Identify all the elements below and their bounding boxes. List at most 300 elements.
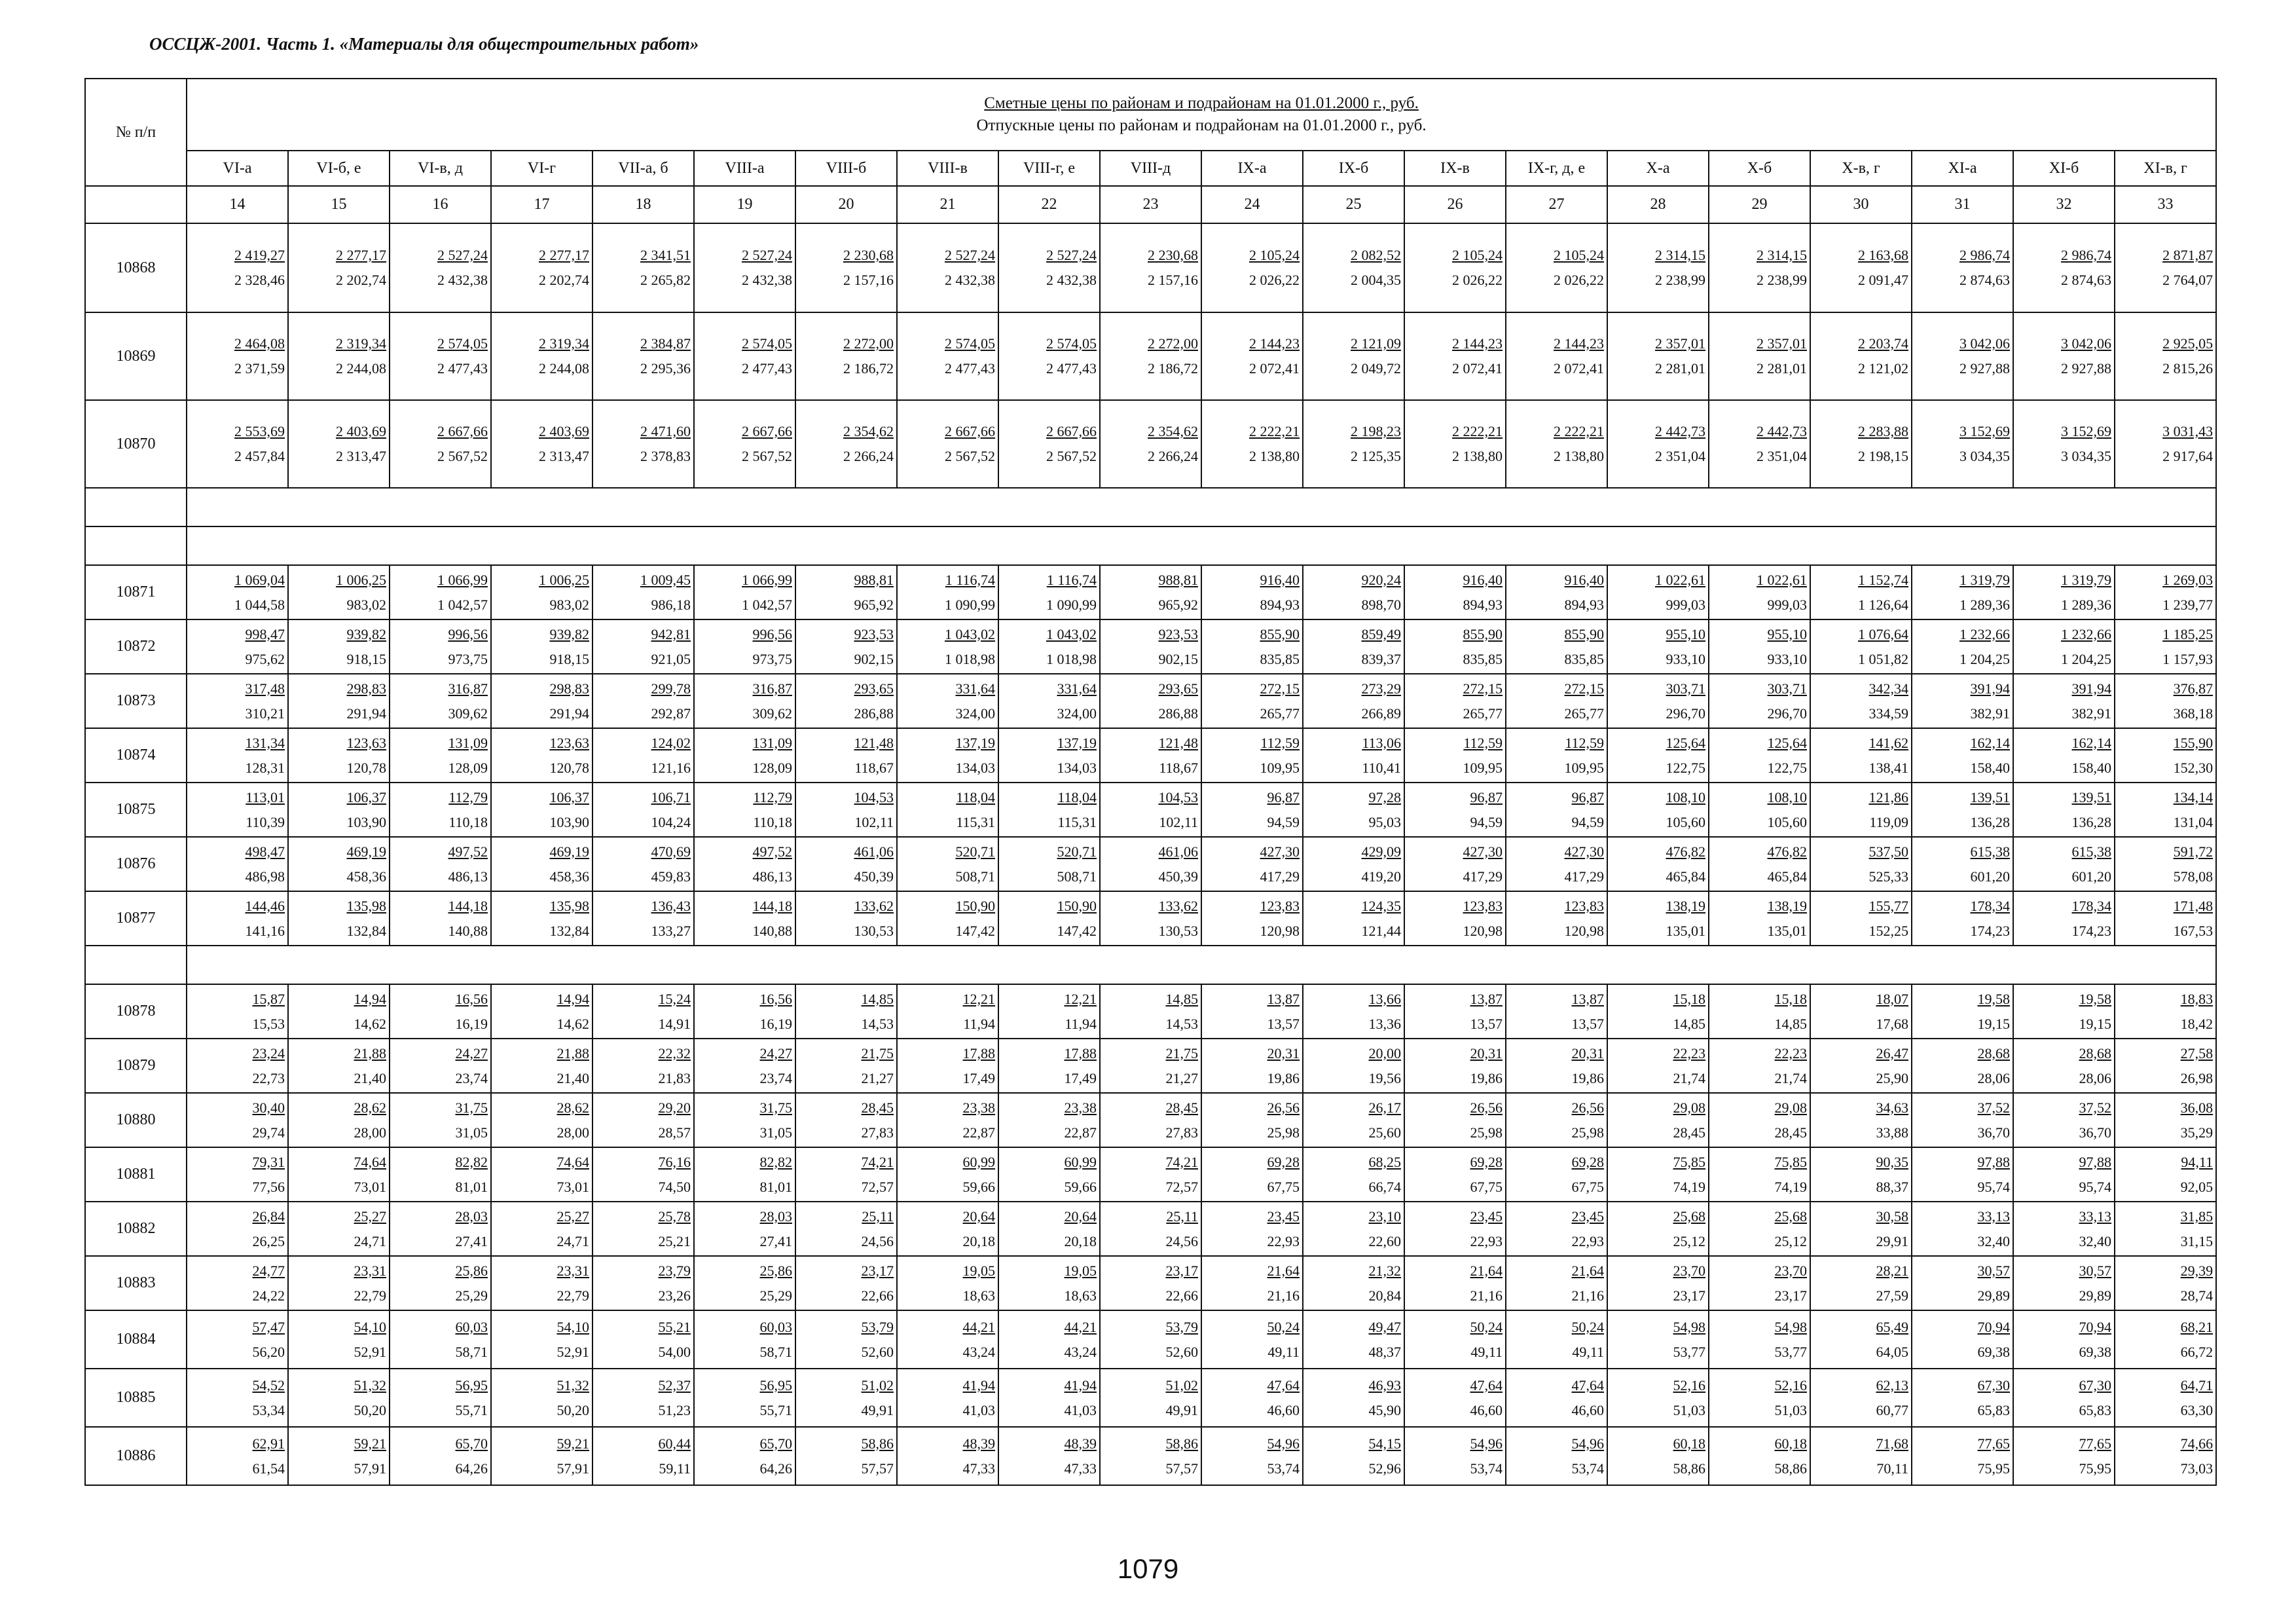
price-cell — [390, 223, 491, 312]
release-price: 48,37 — [1368, 1343, 1401, 1360]
release-price: 265,77 — [1260, 705, 1300, 722]
estimated-price: 23,17 — [861, 1262, 894, 1279]
release-price: 31,05 — [455, 1124, 488, 1141]
release-price: 21,74 — [1673, 1069, 1705, 1086]
estimated-price: 20,64 — [1064, 1208, 1097, 1225]
estimated-price: 14,85 — [861, 990, 894, 1007]
item-number: 10879 — [85, 1039, 187, 1093]
estimated-price: 1 319,79 — [2061, 571, 2111, 588]
price-cell — [491, 619, 592, 674]
release-price: 64,05 — [1876, 1343, 1908, 1360]
release-price: 77,56 — [252, 1178, 285, 1195]
release-price: 26,98 — [2180, 1069, 2214, 1086]
price-cell — [1607, 1039, 1709, 1093]
price-cell — [1607, 1093, 1709, 1147]
price-cell — [288, 674, 390, 728]
estimated-price: 25,86 — [759, 1262, 792, 1279]
estimated-price: 54,96 — [1470, 1435, 1503, 1452]
price-cell — [1709, 984, 1810, 1039]
release-price: 22,73 — [252, 1069, 285, 1086]
price-cell — [2013, 223, 2115, 312]
price-cell — [592, 400, 694, 488]
estimated-price: 21,75 — [1165, 1044, 1198, 1061]
price-cell — [2013, 728, 2115, 783]
price-cell — [1201, 1147, 1303, 1202]
release-price: 55,71 — [455, 1401, 488, 1418]
price-cell — [1303, 400, 1404, 488]
release-price: 25,98 — [1571, 1124, 1604, 1141]
release-price: 58,86 — [1673, 1460, 1705, 1477]
release-price: 121,16 — [651, 759, 691, 776]
price-cell — [1100, 619, 1201, 674]
price-cell — [2115, 783, 2216, 837]
estimated-price: 273,29 — [1361, 680, 1401, 697]
price-cell — [1201, 223, 1303, 312]
table-row — [85, 1093, 2216, 1147]
release-price: 417,29 — [1564, 868, 1604, 885]
price-cell — [1404, 728, 1506, 783]
estimated-price: 15,18 — [1774, 990, 1807, 1007]
table-title-estimated: Сметные цены по районам и подрайонам на 01.01.2000 г., руб. — [984, 94, 1419, 112]
estimated-price: 17,88 — [962, 1044, 995, 1061]
release-price: 578,08 — [2173, 868, 2214, 885]
table-row — [85, 400, 2216, 488]
price-cell — [1100, 312, 1201, 400]
release-price: 24,71 — [354, 1232, 386, 1249]
estimated-price: 1 066,99 — [742, 571, 792, 588]
price-cell — [1404, 1427, 1506, 1485]
release-price: 382,91 — [1970, 705, 2010, 722]
price-cell — [187, 1310, 288, 1369]
release-price: 2 567,52 — [945, 448, 995, 464]
release-price: 95,74 — [1977, 1178, 2010, 1195]
estimated-price: 25,68 — [1774, 1208, 1807, 1225]
estimated-price: 16,56 — [455, 990, 488, 1007]
estimated-price: 923,53 — [854, 625, 894, 642]
release-price: 128,31 — [245, 759, 285, 776]
price-cell — [491, 1310, 592, 1369]
price-cell — [998, 312, 1100, 400]
release-price: 53,74 — [1470, 1460, 1503, 1477]
price-cell — [187, 783, 288, 837]
release-price: 2 432,38 — [742, 272, 792, 288]
column-number: 26 — [1404, 186, 1506, 223]
release-price: 174,23 — [2071, 922, 2111, 939]
release-price: 2 477,43 — [437, 360, 488, 377]
release-price: 28,45 — [1774, 1124, 1807, 1141]
release-price: 14,62 — [354, 1015, 386, 1032]
price-cell — [187, 674, 288, 728]
estimated-price: 30,58 — [1876, 1208, 1908, 1225]
estimated-price: 112,59 — [1463, 734, 1503, 751]
release-price: 973,75 — [448, 650, 488, 667]
price-cell — [592, 1202, 694, 1256]
release-price: 894,93 — [1564, 596, 1604, 613]
release-price: 2 072,41 — [1249, 360, 1300, 377]
release-price: 291,94 — [346, 705, 386, 722]
price-cell — [390, 674, 491, 728]
estimated-price: 2 925,05 — [2162, 335, 2214, 352]
price-cell — [1506, 891, 1607, 946]
release-price: 29,89 — [2079, 1287, 2111, 1304]
release-price: 18,63 — [1064, 1287, 1097, 1304]
price-cell — [1709, 565, 1810, 619]
estimated-price: 3 152,69 — [2061, 423, 2111, 439]
release-price: 69,38 — [1977, 1343, 2010, 1360]
estimated-price: 28,68 — [1977, 1044, 2010, 1061]
estimated-price: 50,24 — [1267, 1318, 1300, 1335]
price-cell — [1709, 1256, 1810, 1310]
estimated-price: 303,71 — [1666, 680, 1705, 697]
release-price: 49,11 — [1572, 1343, 1604, 1360]
price-cell — [694, 1202, 795, 1256]
estimated-price: 48,39 — [962, 1435, 995, 1452]
estimated-price: 96,87 — [1571, 788, 1604, 805]
price-cell — [491, 565, 592, 619]
release-price: 2 004,35 — [1351, 272, 1401, 288]
estimated-price: 23,31 — [556, 1262, 589, 1279]
release-price: 110,39 — [246, 813, 285, 830]
release-price: 1 090,99 — [945, 596, 995, 613]
price-cell — [1912, 837, 2013, 891]
estimated-price: 391,94 — [1970, 680, 2010, 697]
running-header: ОССЦЖ-2001. Часть 1. «Материалы для общестроительных работ» — [149, 34, 699, 54]
item-number: 10882 — [85, 1202, 187, 1256]
release-price: 60,77 — [1876, 1401, 1908, 1418]
release-price: 18,63 — [962, 1287, 995, 1304]
price-cell — [1303, 674, 1404, 728]
estimated-price: 2 527,24 — [437, 247, 488, 263]
release-price: 122,75 — [1767, 759, 1807, 776]
price-cell — [1303, 223, 1404, 312]
estimated-price: 298,83 — [346, 680, 386, 697]
release-price: 81,01 — [759, 1178, 792, 1195]
price-cell — [1709, 223, 1810, 312]
release-price: 486,13 — [752, 868, 792, 885]
release-price: 28,57 — [658, 1124, 691, 1141]
price-cell — [1100, 984, 1201, 1039]
price-cell — [1404, 223, 1506, 312]
estimated-price: 20,64 — [962, 1208, 995, 1225]
release-price: 128,09 — [448, 759, 488, 776]
estimated-price: 22,32 — [658, 1044, 691, 1061]
estimated-price: 49,47 — [1368, 1318, 1401, 1335]
release-price: 110,41 — [1362, 759, 1401, 776]
price-cell — [897, 312, 998, 400]
estimated-price: 23,38 — [1064, 1099, 1097, 1116]
release-price: 55,71 — [759, 1401, 792, 1418]
price-cell — [1100, 1310, 1201, 1369]
column-number: 25 — [1303, 186, 1404, 223]
release-price: 1 289,36 — [1959, 596, 2010, 613]
release-price: 21,16 — [1571, 1287, 1604, 1304]
estimated-price: 342,34 — [1868, 680, 1908, 697]
price-cell — [795, 400, 897, 488]
price-cell — [694, 1369, 795, 1427]
release-price: 59,11 — [659, 1460, 691, 1477]
price-cell — [694, 565, 795, 619]
release-price: 134,03 — [1057, 759, 1097, 776]
price-cell — [2013, 1039, 2115, 1093]
release-price: 73,01 — [354, 1178, 386, 1195]
estimated-price: 2 871,87 — [2162, 247, 2214, 263]
release-price: 2 477,43 — [945, 360, 995, 377]
estimated-price: 60,99 — [962, 1153, 995, 1170]
estimated-price: 2 527,24 — [742, 247, 792, 263]
price-cell — [795, 891, 897, 946]
price-cell — [2115, 1147, 2216, 1202]
release-price: 334,59 — [1868, 705, 1908, 722]
release-price: 119,09 — [1869, 813, 1908, 830]
release-price: 25,12 — [1774, 1232, 1807, 1249]
item-number: 10886 — [85, 1427, 187, 1485]
estimated-price: 1 043,02 — [945, 625, 995, 642]
price-cell — [1303, 783, 1404, 837]
estimated-price: 108,10 — [1767, 788, 1807, 805]
release-price: 134,03 — [955, 759, 995, 776]
price-cell — [2013, 1147, 2115, 1202]
release-price: 15,53 — [252, 1015, 285, 1032]
estimated-price: 2 277,17 — [336, 247, 386, 263]
price-cell — [2013, 837, 2115, 891]
estimated-price: 54,10 — [354, 1318, 386, 1335]
estimated-price: 53,79 — [861, 1318, 894, 1335]
price-cell — [1607, 783, 1709, 837]
item-number: 10878 — [85, 984, 187, 1039]
price-cell — [1506, 1039, 1607, 1093]
release-price: 419,20 — [1361, 868, 1401, 885]
release-price: 88,37 — [1876, 1178, 1908, 1195]
price-cell — [1912, 1039, 2013, 1093]
release-price: 835,85 — [1260, 650, 1300, 667]
release-price: 140,88 — [448, 922, 488, 939]
column-number: 33 — [2115, 186, 2216, 223]
release-price: 2 313,47 — [336, 448, 386, 464]
release-price: 2 072,41 — [1554, 360, 1604, 377]
price-cell — [1810, 223, 1912, 312]
release-price: 66,72 — [2180, 1343, 2214, 1360]
release-price: 51,03 — [1673, 1401, 1705, 1418]
price-cell — [2115, 619, 2216, 674]
estimated-price: 21,88 — [556, 1044, 589, 1061]
estimated-price: 2 574,05 — [742, 335, 792, 352]
table-row — [85, 1202, 2216, 1256]
price-cell — [897, 1093, 998, 1147]
estimated-price: 2 203,74 — [1858, 335, 1908, 352]
release-price: 24,56 — [1165, 1232, 1198, 1249]
release-price: 21,16 — [1267, 1287, 1300, 1304]
estimated-price: 150,90 — [955, 897, 995, 914]
page-number: 1079 — [1117, 1553, 1179, 1584]
release-price: 52,60 — [861, 1343, 894, 1360]
release-price: 19,86 — [1470, 1069, 1503, 1086]
release-price: 458,36 — [346, 868, 386, 885]
release-price: 2 266,24 — [1148, 448, 1198, 464]
price-cell — [592, 837, 694, 891]
estimated-price: 2 667,66 — [437, 423, 488, 439]
price-cell — [897, 1369, 998, 1427]
estimated-price: 859,49 — [1361, 625, 1401, 642]
estimated-price: 2 667,66 — [1046, 423, 1097, 439]
price-cell — [288, 1310, 390, 1369]
estimated-price: 21,64 — [1470, 1262, 1503, 1279]
estimated-price: 2 163,68 — [1858, 247, 1908, 263]
price-cell — [1303, 565, 1404, 619]
release-price: 20,18 — [962, 1232, 995, 1249]
estimated-price: 2 105,24 — [1452, 247, 1503, 263]
estimated-price: 96,87 — [1470, 788, 1503, 805]
table-row — [85, 783, 2216, 837]
release-price: 23,26 — [658, 1287, 691, 1304]
price-cell — [1709, 1202, 1810, 1256]
estimated-price: 22,23 — [1673, 1044, 1705, 1061]
estimated-price: 299,78 — [651, 680, 691, 697]
price-cell — [1303, 1093, 1404, 1147]
column-header-number: № п/п — [85, 79, 187, 186]
release-price: 22,87 — [962, 1124, 995, 1141]
price-cell — [1810, 891, 1912, 946]
release-price: 22,66 — [861, 1287, 894, 1304]
estimated-price: 25,27 — [354, 1208, 386, 1225]
price-cell — [897, 1310, 998, 1369]
release-price: 21,40 — [556, 1069, 589, 1086]
price-cell — [592, 783, 694, 837]
price-cell — [998, 1256, 1100, 1310]
estimated-price: 2 319,34 — [539, 335, 589, 352]
price-cell — [187, 984, 288, 1039]
release-price: 835,85 — [1564, 650, 1604, 667]
price-cell — [288, 619, 390, 674]
estimated-price: 79,31 — [252, 1153, 285, 1170]
column-number: 14 — [187, 186, 288, 223]
table-row — [85, 837, 2216, 891]
price-cell — [1303, 1369, 1404, 1427]
release-price: 102,11 — [854, 813, 894, 830]
price-cell — [998, 1202, 1100, 1256]
release-price: 57,57 — [861, 1460, 894, 1477]
release-price: 1 239,77 — [2162, 596, 2214, 613]
release-price: 92,05 — [2180, 1178, 2214, 1195]
price-cell — [1303, 984, 1404, 1039]
price-cell — [795, 1147, 897, 1202]
estimated-price: 15,18 — [1673, 990, 1705, 1007]
estimated-price: 62,13 — [1876, 1376, 1908, 1393]
price-cell — [2013, 1369, 2115, 1427]
price-cell — [187, 837, 288, 891]
release-price: 17,68 — [1876, 1015, 1908, 1032]
estimated-price: 46,93 — [1368, 1376, 1401, 1393]
estimated-price: 2 354,62 — [1148, 423, 1198, 439]
table-row — [85, 1256, 2216, 1310]
estimated-price: 25,78 — [658, 1208, 691, 1225]
region-header: VI-г — [491, 151, 592, 186]
price-cell — [694, 1147, 795, 1202]
release-price: 35,29 — [2180, 1124, 2214, 1141]
estimated-price: 138,19 — [1767, 897, 1807, 914]
estimated-price: 2 357,01 — [1757, 335, 1807, 352]
estimated-price: 118,04 — [956, 788, 995, 805]
estimated-price: 47,64 — [1470, 1376, 1503, 1393]
price-cell — [288, 223, 390, 312]
price-cell — [1709, 1147, 1810, 1202]
price-cell — [1810, 1310, 1912, 1369]
estimated-price: 23,10 — [1368, 1208, 1401, 1225]
estimated-price: 51,32 — [354, 1376, 386, 1393]
release-price: 25,29 — [759, 1287, 792, 1304]
release-price: 29,74 — [252, 1124, 285, 1141]
price-cell — [998, 223, 1100, 312]
release-price: 133,27 — [651, 922, 691, 939]
release-price: 309,62 — [448, 705, 488, 722]
price-cell — [795, 1310, 897, 1369]
price-cell — [1607, 674, 1709, 728]
release-price: 2 026,22 — [1554, 272, 1604, 288]
estimated-price: 57,47 — [252, 1318, 285, 1335]
estimated-price: 155,90 — [2173, 734, 2214, 751]
release-price: 67,75 — [1470, 1178, 1503, 1195]
table-row — [85, 619, 2216, 674]
price-cell — [1404, 1256, 1506, 1310]
estimated-price: 51,02 — [1165, 1376, 1198, 1393]
price-cell — [1912, 1093, 2013, 1147]
price-cell — [288, 728, 390, 783]
estimated-price: 60,18 — [1774, 1435, 1807, 1452]
estimated-price: 2 527,24 — [1046, 247, 1097, 263]
estimated-price: 923,53 — [1158, 625, 1198, 642]
release-price: 94,59 — [1571, 813, 1604, 830]
region-header: VIII-б — [795, 151, 897, 186]
release-price: 66,74 — [1368, 1178, 1401, 1195]
estimated-price: 1 022,61 — [1757, 571, 1807, 588]
price-cell — [1810, 674, 1912, 728]
price-cell — [1607, 1147, 1709, 1202]
release-price: 265,77 — [1463, 705, 1503, 722]
price-cell — [1303, 891, 1404, 946]
release-price: 122,75 — [1666, 759, 1705, 776]
price-cell — [187, 1427, 288, 1485]
estimated-price: 2 442,73 — [1757, 423, 1807, 439]
price-cell — [1303, 1039, 1404, 1093]
estimated-price: 2 464,08 — [234, 335, 285, 352]
release-price: 41,03 — [962, 1401, 995, 1418]
estimated-price: 1 006,25 — [336, 571, 386, 588]
price-cell — [694, 312, 795, 400]
release-price: 508,71 — [955, 868, 995, 885]
price-cell — [187, 565, 288, 619]
estimated-price: 469,19 — [549, 843, 589, 860]
estimated-price: 90,35 — [1876, 1153, 1908, 1170]
estimated-price: 26,56 — [1267, 1099, 1300, 1116]
release-price: 50,20 — [556, 1401, 589, 1418]
release-price: 2 049,72 — [1351, 360, 1401, 377]
price-cell — [390, 1202, 491, 1256]
estimated-price: 28,45 — [1165, 1099, 1198, 1116]
estimated-price: 54,96 — [1571, 1435, 1604, 1452]
release-price: 115,31 — [956, 813, 995, 830]
price-cell — [390, 400, 491, 488]
estimated-price: 69,28 — [1267, 1153, 1300, 1170]
price-cell — [1404, 312, 1506, 400]
estimated-price: 988,81 — [1158, 571, 1198, 588]
release-price: 14,85 — [1673, 1015, 1705, 1032]
release-price: 13,57 — [1267, 1015, 1300, 1032]
price-cell — [1810, 728, 1912, 783]
release-price: 2 157,16 — [1148, 272, 1198, 288]
release-price: 26,25 — [252, 1232, 285, 1249]
estimated-price: 48,39 — [1064, 1435, 1097, 1452]
estimated-price: 23,24 — [252, 1044, 285, 1061]
price-cell — [1709, 728, 1810, 783]
